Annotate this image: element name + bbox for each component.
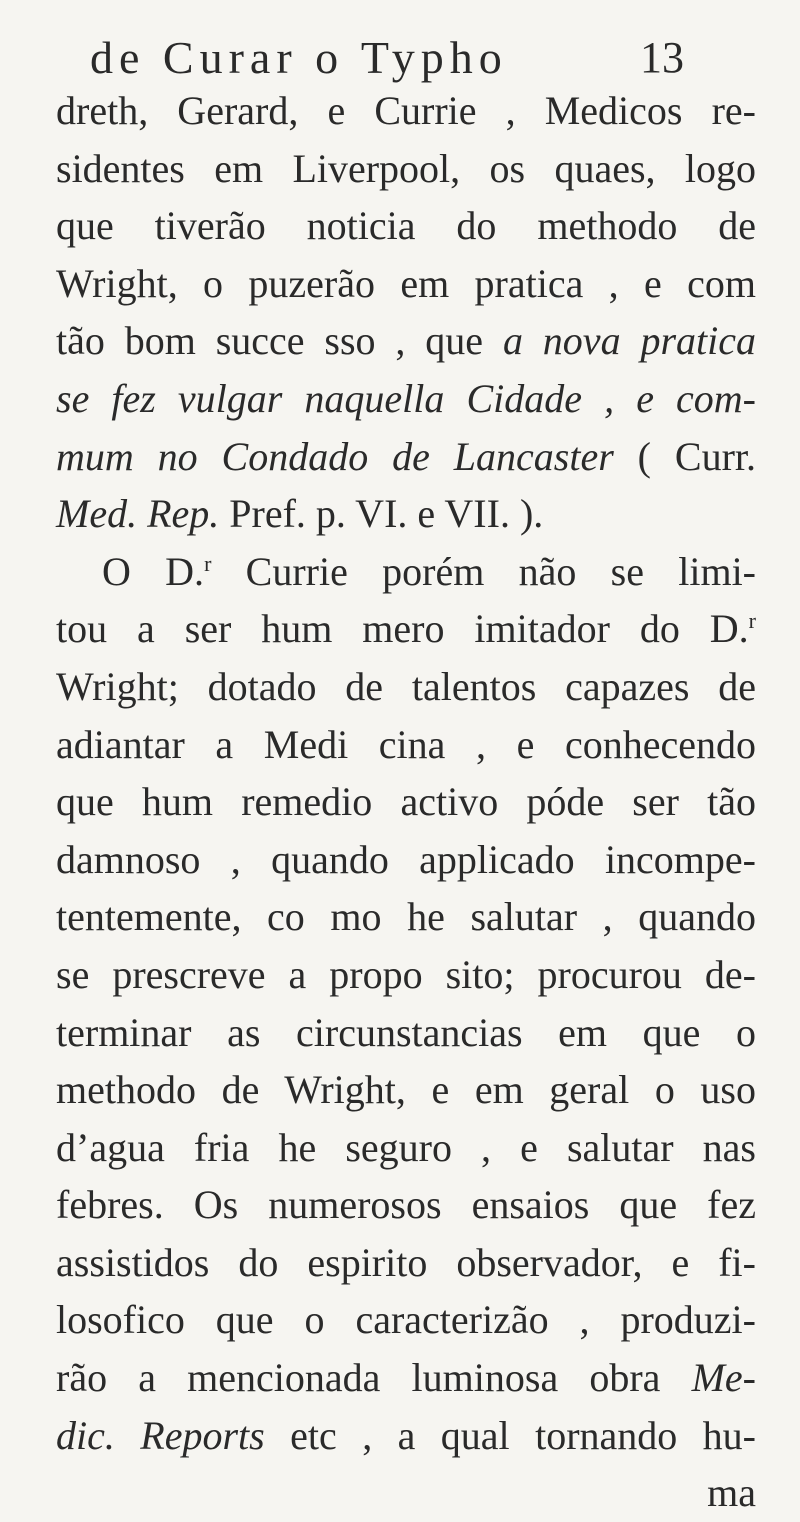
page-number: 13 [640, 33, 684, 82]
catchword: ma [707, 1470, 756, 1516]
text-line: assistidos do espirito observador, e fi- [56, 1239, 756, 1285]
text-line [56, 600, 756, 658]
superscript: r [204, 550, 212, 576]
running-head [0, 28, 800, 88]
text-segment: ( Curr. [637, 433, 756, 479]
text-segment: O D. [102, 548, 205, 594]
italic-segment: Me- [691, 1355, 756, 1401]
text-line: dreth, Gerard, e Currie , Medicos re- [56, 88, 756, 133]
superscript: r [748, 608, 756, 634]
text-line: sidentes em Liverpool, os quaes, logo [56, 145, 756, 191]
text-line: febres. Os numerosos ensaios que fez [56, 1182, 756, 1228]
text-line: adiantar a Medi cina , e conhecendo [56, 721, 756, 767]
italic-segment: a nova pratica [502, 318, 756, 364]
text-line: losofico que o caracterizão , produzi- [56, 1297, 756, 1343]
text-line: que tiverão noticia do methodo de [56, 203, 756, 249]
text-line: se prescreve a propo sito; procurou de- [56, 951, 756, 997]
text-segment: rão a mencionada luminosa obra [56, 1355, 661, 1401]
text-segment: etc , a qual tornando hu- [290, 1412, 757, 1458]
italic-segment: se fez vulgar naquella Cidade , e com- [56, 375, 756, 421]
italic-segment: dic. Reports [56, 1412, 265, 1458]
text-line [56, 428, 756, 486]
italic-segment: mum no Condado de Lancaster [56, 433, 614, 479]
body-text [56, 82, 756, 1522]
text-line [56, 1349, 756, 1407]
text-line: que hum remedio activo póde ser tão [56, 779, 756, 825]
paragraph-start-line [56, 543, 756, 601]
text-line: Wright; dotado de talentos capazes de [56, 663, 756, 709]
text-line: tentemente, co mo he salutar , quando [56, 894, 756, 940]
text-line [56, 485, 756, 543]
italic-segment: Med. Rep. [56, 491, 220, 537]
text-segment: Pref. p. VI. e VII. ). [229, 491, 544, 537]
text-segment: Currie porém não se limi- [245, 548, 756, 594]
text-line: d’agua fria he seguro , e salutar nas [56, 1124, 756, 1170]
text-line: damnoso , quando applicado incompe- [56, 836, 756, 882]
text-segment: tou a ser hum mero imitador do D. [56, 606, 749, 652]
text-line: terminar as circunstancias em que o [56, 1009, 756, 1055]
text-segment: tão bom succe sso , que [56, 318, 484, 364]
text-line [56, 312, 756, 370]
text-line [56, 370, 756, 428]
running-head-title: de Curar o Typho [90, 32, 508, 83]
text-line: methodo de Wright, e em geral o uso [56, 1067, 756, 1113]
text-line: Wright, o puzerão em pratica , e com [56, 260, 756, 306]
